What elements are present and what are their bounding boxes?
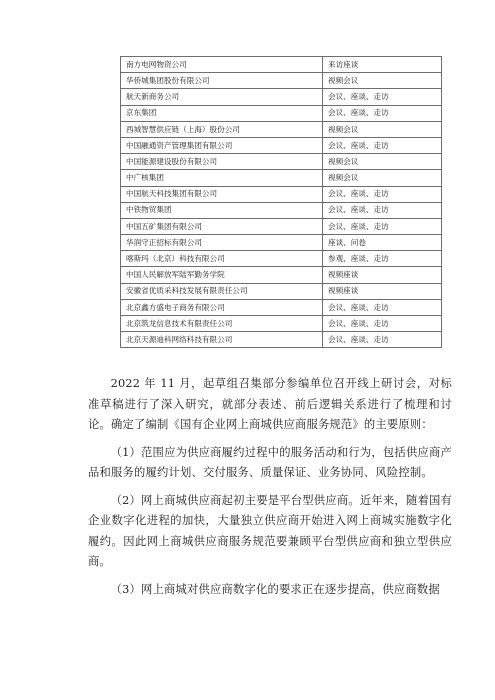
table-row [121,154,442,170]
organization-cell: 京东集团 [121,105,323,121]
table-row [121,89,442,105]
organization-cell: 中广核集团 [121,170,323,186]
table-row [121,73,442,89]
body-text [88,374,452,607]
organization-cell: 华润守正招标有限公司 [121,235,323,251]
method-cell: 会议、座谈、走访 [323,218,442,234]
table-row [121,202,442,218]
table-row [121,218,442,234]
table-row [121,137,442,153]
method-cell: 视频座谈 [323,283,442,299]
organization-cell: 北京天源迪科网络科技有限公司 [121,332,323,348]
method-cell: 会议、座谈、走访 [323,186,442,202]
organization-cell: 中国能源建设股份有限公司 [121,154,323,170]
method-cell: 视频会议 [323,121,442,137]
organization-cell: 南方电网物资公司 [121,57,323,73]
method-cell: 会议、座谈、走访 [323,137,442,153]
organization-cell: 航天新商务公司 [121,89,323,105]
method-cell: 会议、座谈、走访 [323,202,442,218]
organization-cell: 北京筑龙信息技术有限责任公司 [121,316,323,332]
method-cell: 视频会议 [323,154,442,170]
method-cell: 会议、座谈、走访 [323,332,442,348]
organization-cell: 西城智慧供应链（上海）股份公司 [121,121,323,137]
table-row [121,186,442,202]
method-cell: 来访座谈 [323,57,442,73]
method-cell: 会议、座谈、走访 [323,299,442,315]
paragraph-principle-1: （1）范围应为供应商履约过程中的服务活动和行为，包括供应商产品和服务的履约计划、交付服务、质量保证、业务协同、风险控制。 [88,445,452,479]
organization-cell: 华侨城集团股份有限公司 [121,73,323,89]
paragraph-intro: 2022 年 11 月，起草组召集部分参编单位召开线上研讨会，对标准草稿进行了深入研究，就部分表述、前后逻辑关系进行了梳理和讨论。确定了编制《国有企业网上商城供应商服务规范》的主要原则： [88,377,452,431]
method-cell: 会议、座谈、走访 [323,89,442,105]
method-cell: 视频会议 [323,73,442,89]
table-row [121,283,442,299]
organization-cell: 中国人民解放军陆军勤务学院 [121,267,323,283]
table-row [121,170,442,186]
organization-cell: 北京鑫方盛电子商务有限公司 [121,299,323,315]
table-row [121,299,442,315]
organization-cell: 中铁物贸集团 [121,202,323,218]
table-row [121,121,442,137]
organization-cell: 喀斯玛（北京）科技有限公司 [121,251,323,267]
organization-cell: 安徽省优质采科技发展有限责任公司 [121,283,323,299]
participant-table-body [121,57,442,348]
organization-cell: 中国融通资产管理集团有限公司 [121,137,323,153]
table-row [121,267,442,283]
table-row [121,316,442,332]
table-row [121,251,442,267]
table-row [121,235,442,251]
participant-table [120,56,442,348]
paragraph-principle-3: （3）网上商城对供应商数字化的要求正在逐步提高，供应商数据 [110,582,440,596]
method-cell: 座谈、问卷 [323,235,442,251]
method-cell: 参观、座谈、走访 [323,251,442,267]
organization-cell: 中国航天科技集团有限公司 [121,186,323,202]
method-cell: 视频座谈 [323,267,442,283]
organization-cell: 中国五矿集团有限公司 [121,218,323,234]
table-row [121,57,442,73]
table-row [121,332,442,348]
method-cell: 会议、座谈、走访 [323,105,442,121]
table-row [121,105,442,121]
paragraph-principle-2: （2）网上商城供应商起初主要是平台型供应商。近年来，随着国有企业数字化进程的加快，大量独立供应商开始进入网上商城实施数字化履约。因此网上商城供应商服务规范要兼顾平台型供应商和独立型供应商。 [88,493,452,568]
method-cell: 视频会议 [323,170,442,186]
method-cell: 会议、座谈、走访 [323,316,442,332]
